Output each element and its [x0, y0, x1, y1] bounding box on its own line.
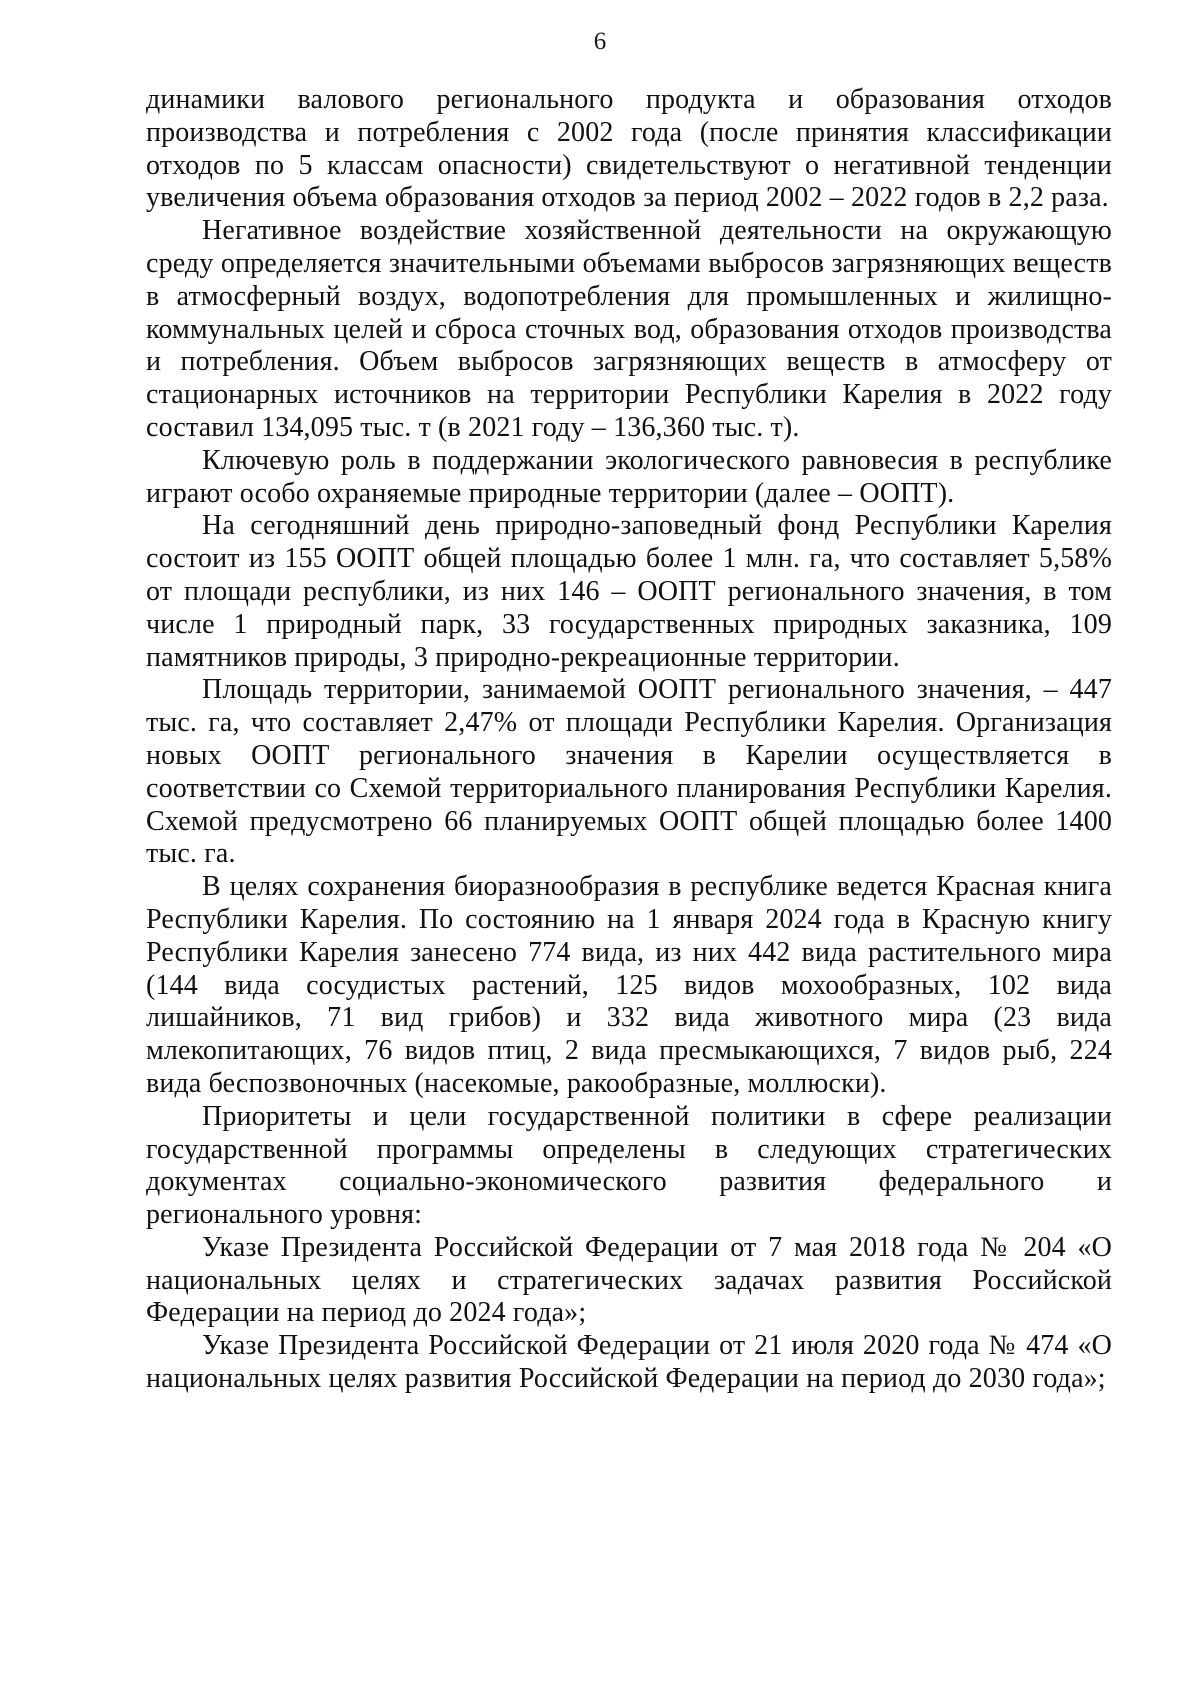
paragraph-policy-priorities: Приоритеты и цели государственной политики в сфере реализации государственной программы определены в следующих стратегических документах социально-экономического развития федерального и регионального уровня: — [146, 1100, 1112, 1231]
paragraph-waste-dynamics: динамики валового регионального продукта и образования отходов производства и потребления с 2002 года (после принятия классификации отходов по 5 классам опасности) свидетельствуют о негативной тенденции увеличения объема образования отходов за период 2002 – 2022 годов в 2,2 раза. — [146, 84, 1112, 214]
document-body — [146, 84, 1112, 1396]
paragraph-regional-protected-area: Площадь территории, занимаемой ООПТ регионального значения, – 447 тыс. га, что составляет 2,47% от площади Республики Карелия. Организация новых ООПТ регионального значения в Карелии осуществляется в соответствии со Схемой территориального планирования Республики Карелия. Схемой предусмотрено 66 планируемых ООПТ общей площадью более 1400 тыс. га. — [146, 674, 1112, 870]
paragraph-protected-areas-role: Ключевую роль в поддержании экологического равновесия в республике играют особо охраняемые природные территории (далее – ООПТ). — [146, 444, 1112, 509]
paragraph-nature-reserve-fund: На сегодняшний день природно-заповедный фонд Республики Карелия состоит из 155 ООПТ общей площадью более 1 млн. га, что составляет 5,58% от площади республики, из них 146 – ООПТ регионального значения, в том числе 1 природный парк, 33 государственных природных заказника, 109 памятников природы, 3 природно-рекреационные территории. — [146, 510, 1112, 673]
paragraph-negative-impact: Негативное воздействие хозяйственной деятельности на окружающую среду определяется значительными объемами выбросов загрязняющих веществ в атмосферный воздух, водопотребления для промышленных и жилищно-коммунальных целей и сброса сточных вод, образования отходов производства и потребления. Объем выбросов загрязняющих веществ в атмосферу от стационарных источников на территории Республики Карелия в 2022 году составил 134,095 тыс. т (в 2021 году – 136,360 тыс. т). — [146, 215, 1112, 443]
page-number: 6 — [593, 28, 607, 55]
paragraph-red-book: В целях сохранения биоразнообразия в республике ведется Красная книга Республики Карелия. По состоянию на 1 января 2024 года в Красную книгу Республики Карелия занесено 774 вида, из них 442 вида растительного мира (144 вида сосудистых растений, 125 видов мохообразных, 102 вида лишайников, 71 вид грибов) и 332 вида животного мира (23 вида млекопитающих, 76 видов птиц, 2 вида пресмыкающихся, 7 видов рыб, 224 вида беспозвоночных (насекомые, ракообразные, моллюски). — [146, 871, 1112, 1099]
paragraph-decree-474: Указе Президента Российской Федерации от 21 июля 2020 года № 474 «О национальных целях развития Российской Федерации на период до 2030 года»; — [146, 1330, 1112, 1395]
paragraph-decree-204: Указе Президента Российской Федерации от 7 мая 2018 года № 204 «О национальных целях и стратегических задачах развития Российской Федерации на период до 2024 года»; — [146, 1231, 1112, 1329]
